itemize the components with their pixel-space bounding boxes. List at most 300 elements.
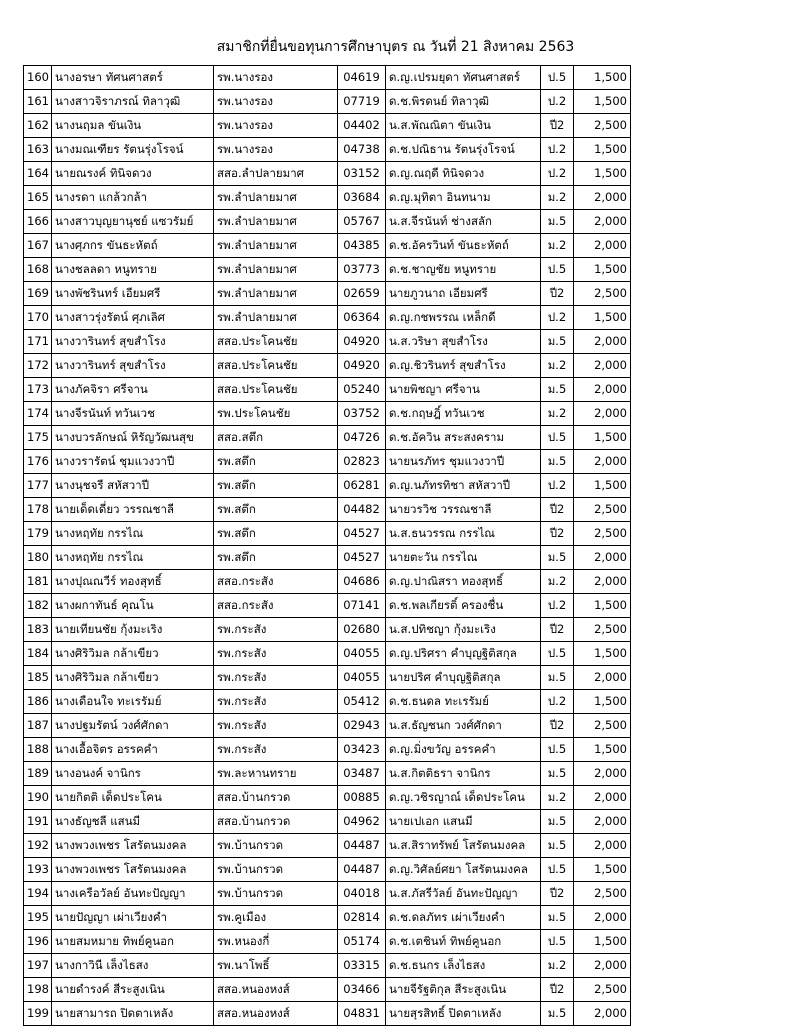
child-name-cell: น.ส.สิราทรัพย์ โสรัตนมงคล: [386, 834, 541, 858]
child-name-cell: นายพิชญา ศรีจาน: [386, 378, 541, 402]
row-number-cell: 177: [24, 474, 52, 498]
table-row: [24, 762, 631, 786]
workplace-cell: รพ.กระสัง: [214, 690, 338, 714]
child-name-cell: ด.ช.พลเกียรติ์ ครองชื่น: [386, 594, 541, 618]
member-name-cell: นางรดา แกล้วกล้า: [52, 186, 214, 210]
member-code-cell: 02659: [338, 282, 386, 306]
row-number-cell: 180: [24, 546, 52, 570]
workplace-cell: รพ.สตึก: [214, 522, 338, 546]
child-name-cell: ด.ญ.กชพรรณ เหล็กดี: [386, 306, 541, 330]
child-name-cell: ด.ช.ชาญชัย หนูทราย: [386, 258, 541, 282]
workplace-cell: สสอ.บ้านกรวด: [214, 810, 338, 834]
row-number-cell: 199: [24, 1002, 52, 1026]
row-number-cell: 190: [24, 786, 52, 810]
table-row: [24, 834, 631, 858]
member-name-cell: นางศิริวิมล กล้าเขียว: [52, 666, 214, 690]
amount-cell: 1,500: [574, 306, 631, 330]
row-number-cell: 169: [24, 282, 52, 306]
member-name-cell: นายดำรงค์ สีระสูงเนิน: [52, 978, 214, 1002]
member-name-cell: นางวรารัตน์ ชุมแวงวาปี: [52, 450, 214, 474]
row-number-cell: 191: [24, 810, 52, 834]
amount-cell: 1,500: [574, 690, 631, 714]
workplace-cell: รพ.สตึก: [214, 474, 338, 498]
table-row: [24, 66, 631, 90]
table-row: [24, 450, 631, 474]
education-level-cell: ม.5: [541, 546, 574, 570]
table-row: [24, 882, 631, 906]
workplace-cell: สสอ.สตึก: [214, 426, 338, 450]
member-name-cell: นางชลลดา หนูทราย: [52, 258, 214, 282]
member-code-cell: 05412: [338, 690, 386, 714]
child-name-cell: ด.ญ.วิศัลย์ศยา โสรัตนมงคล: [386, 858, 541, 882]
member-name-cell: นางพัชรินทร์ เอียมศรี: [52, 282, 214, 306]
child-name-cell: นายเปเอก แสนมี: [386, 810, 541, 834]
table-row: [24, 714, 631, 738]
row-number-cell: 173: [24, 378, 52, 402]
amount-cell: 1,500: [574, 930, 631, 954]
education-level-cell: ม.5: [541, 834, 574, 858]
table-row: [24, 570, 631, 594]
row-number-cell: 164: [24, 162, 52, 186]
row-number-cell: 167: [24, 234, 52, 258]
member-name-cell: นายณรงค์ ทินิจดวง: [52, 162, 214, 186]
member-code-cell: 04619: [338, 66, 386, 90]
education-level-cell: ม.2: [541, 402, 574, 426]
child-name-cell: นายภูวนาถ เอียมศรี: [386, 282, 541, 306]
member-code-cell: 02823: [338, 450, 386, 474]
workplace-cell: สสอ.ลำปลายมาศ: [214, 162, 338, 186]
member-code-cell: 04055: [338, 666, 386, 690]
table-row: [24, 186, 631, 210]
member-code-cell: 02943: [338, 714, 386, 738]
table-row: [24, 234, 631, 258]
child-name-cell: ด.ญ.ณฤดี ทินิจดวง: [386, 162, 541, 186]
member-code-cell: 00885: [338, 786, 386, 810]
workplace-cell: สสอ.ประโคนชัย: [214, 378, 338, 402]
table-row: [24, 162, 631, 186]
member-name-cell: นางพวงเพชร โสรัตนมงคล: [52, 858, 214, 882]
member-name-cell: นางหฤทัย กรรไณ: [52, 522, 214, 546]
table-row: [24, 474, 631, 498]
education-level-cell: ปี2: [541, 282, 574, 306]
education-level-cell: ป.2: [541, 306, 574, 330]
workplace-cell: รพ.สตึก: [214, 498, 338, 522]
member-name-cell: นายปัญญา เผ่าเวียงคำ: [52, 906, 214, 930]
member-name-cell: นางนุชจรี สหัสวาปี: [52, 474, 214, 498]
child-name-cell: ด.ช.ปณิธาน รัตนรุ่งโรจน์: [386, 138, 541, 162]
child-name-cell: น.ส.ภัสรีวัลย์ อันทะปัญญา: [386, 882, 541, 906]
education-level-cell: ปี2: [541, 714, 574, 738]
table-row: [24, 498, 631, 522]
amount-cell: 2,000: [574, 354, 631, 378]
member-name-cell: นางพวงเพชร โสรัตนมงคล: [52, 834, 214, 858]
table-row: [24, 426, 631, 450]
table-row: [24, 210, 631, 234]
member-code-cell: 04527: [338, 522, 386, 546]
workplace-cell: รพ.กระสัง: [214, 738, 338, 762]
workplace-cell: รพ.บ้านกรวด: [214, 858, 338, 882]
education-level-cell: ม.5: [541, 810, 574, 834]
member-code-cell: 07141: [338, 594, 386, 618]
workplace-cell: รพ.กระสัง: [214, 642, 338, 666]
page-title: สมาชิกที่ยื่นขอทุนการศึกษาบุตร ณ วันที่ 21 สิงหาคม 2563: [216, 39, 575, 55]
education-level-cell: ปี2: [541, 114, 574, 138]
child-name-cell: นายจีรัฐติกุล สีระสูงเนิน: [386, 978, 541, 1002]
table-row: [24, 930, 631, 954]
child-name-cell: น.ส.จีรนันท์ ช่างสลัก: [386, 210, 541, 234]
member-name-cell: นายสมหมาย ทิพย์คูนอก: [52, 930, 214, 954]
member-name-cell: นางวารินทร์ สุขสำโรง: [52, 330, 214, 354]
amount-cell: 2,000: [574, 1002, 631, 1026]
row-number-cell: 183: [24, 618, 52, 642]
member-name-cell: นางสาวบุญยานุชย์ แซวรัมย์: [52, 210, 214, 234]
row-number-cell: 161: [24, 90, 52, 114]
workplace-cell: สสอ.หนองหงส์: [214, 1002, 338, 1026]
child-name-cell: ด.ช.กฤษฎิ์ ทวันเวช: [386, 402, 541, 426]
amount-cell: 2,000: [574, 810, 631, 834]
workplace-cell: รพ.กระสัง: [214, 666, 338, 690]
row-number-cell: 186: [24, 690, 52, 714]
amount-cell: 1,500: [574, 66, 631, 90]
member-name-cell: นางศิริวิมล กล้าเขียว: [52, 642, 214, 666]
workplace-cell: รพ.นาโพธิ์: [214, 954, 338, 978]
amount-cell: 2,000: [574, 570, 631, 594]
education-level-cell: ป.5: [541, 738, 574, 762]
member-name-cell: นางเดือนใจ ทะเรรัมย์: [52, 690, 214, 714]
member-code-cell: 07719: [338, 90, 386, 114]
workplace-cell: รพ.ลำปลายมาศ: [214, 234, 338, 258]
member-name-cell: นางศุภกร ขันธะหัตถ์: [52, 234, 214, 258]
table-row: [24, 114, 631, 138]
education-level-cell: ม.5: [541, 378, 574, 402]
amount-cell: 1,500: [574, 426, 631, 450]
table-row: [24, 522, 631, 546]
member-code-cell: 02814: [338, 906, 386, 930]
education-level-cell: ปี2: [541, 522, 574, 546]
workplace-cell: รพ.นางรอง: [214, 66, 338, 90]
row-number-cell: 184: [24, 642, 52, 666]
workplace-cell: สสอ.บ้านกรวด: [214, 786, 338, 810]
workplace-cell: รพ.สตึก: [214, 546, 338, 570]
education-level-cell: ป.5: [541, 426, 574, 450]
row-number-cell: 185: [24, 666, 52, 690]
table-row: [24, 306, 631, 330]
education-level-cell: ปี2: [541, 882, 574, 906]
member-code-cell: 05767: [338, 210, 386, 234]
child-name-cell: นายวรวิช วรรณชาลี: [386, 498, 541, 522]
row-number-cell: 181: [24, 570, 52, 594]
member-code-cell: 04920: [338, 354, 386, 378]
child-name-cell: น.ส.ปทิชญา กุ้งมะเริง: [386, 618, 541, 642]
table-row: [24, 594, 631, 618]
member-name-cell: นางอนงค์ จานิกร: [52, 762, 214, 786]
table-row: [24, 738, 631, 762]
member-name-cell: นางเอื้อจิตร อรรคคำ: [52, 738, 214, 762]
table-row: [24, 1002, 631, 1026]
workplace-cell: รพ.ลำปลายมาศ: [214, 282, 338, 306]
child-name-cell: น.ส.ธนวรรณ กรรไณ: [386, 522, 541, 546]
table-row: [24, 546, 631, 570]
education-level-cell: ป.5: [541, 258, 574, 282]
amount-cell: 2,000: [574, 450, 631, 474]
member-name-cell: นางธัญชลี แสนมี: [52, 810, 214, 834]
education-level-cell: ม.2: [541, 234, 574, 258]
member-name-cell: นางกาวินี เล็งไธสง: [52, 954, 214, 978]
amount-cell: 1,500: [574, 594, 631, 618]
row-number-cell: 194: [24, 882, 52, 906]
amount-cell: 2,000: [574, 546, 631, 570]
table-row: [24, 906, 631, 930]
workplace-cell: รพ.นางรอง: [214, 138, 338, 162]
member-code-cell: 02680: [338, 618, 386, 642]
row-number-cell: 172: [24, 354, 52, 378]
row-number-cell: 176: [24, 450, 52, 474]
row-number-cell: 170: [24, 306, 52, 330]
amount-cell: 1,500: [574, 90, 631, 114]
table-row: [24, 282, 631, 306]
child-name-cell: นายปริศ คำบุญฐิติสกุล: [386, 666, 541, 690]
member-name-cell: นางวารินทร์ สุขสำโรง: [52, 354, 214, 378]
member-code-cell: 03773: [338, 258, 386, 282]
row-number-cell: 166: [24, 210, 52, 234]
member-name-cell: นางอรษา ทัศนศาสตร์: [52, 66, 214, 90]
child-name-cell: น.ส.ธัญชนก วงศ์ศักดา: [386, 714, 541, 738]
education-level-cell: ม.5: [541, 1002, 574, 1026]
amount-cell: 2,500: [574, 114, 631, 138]
child-name-cell: ด.ช.ดลภัทร เผ่าเวียงคำ: [386, 906, 541, 930]
workplace-cell: รพ.ลำปลายมาศ: [214, 306, 338, 330]
amount-cell: 2,000: [574, 762, 631, 786]
member-code-cell: 03752: [338, 402, 386, 426]
amount-cell: 2,500: [574, 282, 631, 306]
workplace-cell: รพ.หนองกี่: [214, 930, 338, 954]
child-name-cell: ด.ญ.ชิวรินทร์ สุขสำโรง: [386, 354, 541, 378]
row-number-cell: 193: [24, 858, 52, 882]
child-name-cell: ด.ญ.เปรมยุดา ทัศนศาสตร์: [386, 66, 541, 90]
table-row: [24, 330, 631, 354]
amount-cell: 2,000: [574, 666, 631, 690]
child-name-cell: ด.ญ.มิ่งขวัญ อรรคคำ: [386, 738, 541, 762]
row-number-cell: 168: [24, 258, 52, 282]
workplace-cell: รพ.บ้านกรวด: [214, 834, 338, 858]
member-code-cell: 04487: [338, 858, 386, 882]
member-name-cell: นางปุณณวีร์ ทองสุทธิ์: [52, 570, 214, 594]
amount-cell: 2,500: [574, 522, 631, 546]
member-name-cell: นางมณเฑียร รัตนรุ่งโรจน์: [52, 138, 214, 162]
education-level-cell: ม.2: [541, 570, 574, 594]
table-row: [24, 786, 631, 810]
row-number-cell: 196: [24, 930, 52, 954]
table-row: [24, 402, 631, 426]
member-code-cell: 03315: [338, 954, 386, 978]
child-name-cell: ด.ญ.วชิรญาณ์ เด็ดประโคน: [386, 786, 541, 810]
workplace-cell: รพ.นางรอง: [214, 114, 338, 138]
row-number-cell: 178: [24, 498, 52, 522]
workplace-cell: สสอ.ประโคนชัย: [214, 354, 338, 378]
member-name-cell: นางบวรลักษณ์ หิรัญวัฒนสุข: [52, 426, 214, 450]
child-name-cell: ด.ช.ธนดล ทะเรรัมย์: [386, 690, 541, 714]
table-row: [24, 810, 631, 834]
workplace-cell: รพ.ประโคนชัย: [214, 402, 338, 426]
table-row: [24, 138, 631, 162]
row-number-cell: 195: [24, 906, 52, 930]
child-name-cell: ด.ช.อัควิน สระสงคราม: [386, 426, 541, 450]
row-number-cell: 189: [24, 762, 52, 786]
education-level-cell: ม.5: [541, 330, 574, 354]
member-name-cell: นางเครือวัลย์ อันทะปัญญา: [52, 882, 214, 906]
member-name-cell: นางผกาทันธ์ คุณโน: [52, 594, 214, 618]
amount-cell: 2,500: [574, 498, 631, 522]
amount-cell: 2,500: [574, 618, 631, 642]
workplace-cell: รพ.บ้านกรวด: [214, 882, 338, 906]
amount-cell: 2,000: [574, 234, 631, 258]
education-level-cell: ป.2: [541, 474, 574, 498]
child-name-cell: น.ส.กิตติธรา จานิกร: [386, 762, 541, 786]
member-code-cell: 04018: [338, 882, 386, 906]
child-name-cell: ด.ญ.มุทิตา อินทนาม: [386, 186, 541, 210]
child-name-cell: ด.ญ.นภัทรทิชา สหัสวาปี: [386, 474, 541, 498]
child-name-cell: น.ส.วริษา สุขสำโรง: [386, 330, 541, 354]
education-level-cell: ม.2: [541, 954, 574, 978]
table-row: [24, 258, 631, 282]
row-number-cell: 182: [24, 594, 52, 618]
row-number-cell: 198: [24, 978, 52, 1002]
table-row: [24, 858, 631, 882]
amount-cell: 2,000: [574, 330, 631, 354]
education-level-cell: ม.5: [541, 450, 574, 474]
education-level-cell: ป.5: [541, 642, 574, 666]
member-code-cell: 04402: [338, 114, 386, 138]
workplace-cell: รพ.กระสัง: [214, 618, 338, 642]
education-level-cell: ม.5: [541, 210, 574, 234]
amount-cell: 2,000: [574, 954, 631, 978]
child-name-cell: ด.ญ.ปาณิสรา ทองสุทธิ์: [386, 570, 541, 594]
education-level-cell: ม.5: [541, 762, 574, 786]
table-row: [24, 642, 631, 666]
amount-cell: 2,000: [574, 834, 631, 858]
amount-cell: 1,500: [574, 138, 631, 162]
child-name-cell: นายสุรสิทธิ์ ปิดตาเหลัง: [386, 1002, 541, 1026]
education-level-cell: ป.2: [541, 594, 574, 618]
table-row: [24, 354, 631, 378]
workplace-cell: รพ.นางรอง: [214, 90, 338, 114]
amount-cell: 2,500: [574, 978, 631, 1002]
education-level-cell: ป.2: [541, 690, 574, 714]
workplace-cell: สสอ.ประโคนชัย: [214, 330, 338, 354]
member-name-cell: นางสาวรุ่งรัตน์ ศุภเลิศ: [52, 306, 214, 330]
member-name-cell: นายเทียนชัย กุ้งมะเริง: [52, 618, 214, 642]
member-code-cell: 04962: [338, 810, 386, 834]
education-level-cell: ม.2: [541, 786, 574, 810]
member-code-cell: 04482: [338, 498, 386, 522]
table-row: [24, 954, 631, 978]
workplace-cell: รพ.ลำปลายมาศ: [214, 258, 338, 282]
member-code-cell: 04055: [338, 642, 386, 666]
member-code-cell: 04385: [338, 234, 386, 258]
member-name-cell: นางหฤทัย กรรไณ: [52, 546, 214, 570]
table-body: [24, 66, 631, 1026]
workplace-cell: สสอ.กระสัง: [214, 594, 338, 618]
table-row: [24, 378, 631, 402]
members-table: [23, 65, 631, 1026]
amount-cell: 1,500: [574, 858, 631, 882]
workplace-cell: รพ.คูเมือง: [214, 906, 338, 930]
member-code-cell: 03152: [338, 162, 386, 186]
member-code-cell: 04686: [338, 570, 386, 594]
child-name-cell: น.ส.พัณณิตา ขันเงิน: [386, 114, 541, 138]
member-name-cell: นายสามารถ ปิดตาเหลัง: [52, 1002, 214, 1026]
amount-cell: 1,500: [574, 162, 631, 186]
row-number-cell: 171: [24, 330, 52, 354]
member-code-cell: 04831: [338, 1002, 386, 1026]
member-code-cell: 03466: [338, 978, 386, 1002]
row-number-cell: 174: [24, 402, 52, 426]
child-name-cell: ด.ช.เตชินท์ ทิพย์คูนอก: [386, 930, 541, 954]
member-code-cell: 04527: [338, 546, 386, 570]
education-level-cell: ป.2: [541, 138, 574, 162]
child-name-cell: ด.ญ.ปริศรา คำบุญฐิติสกุล: [386, 642, 541, 666]
row-number-cell: 187: [24, 714, 52, 738]
education-level-cell: ป.2: [541, 162, 574, 186]
row-number-cell: 197: [24, 954, 52, 978]
amount-cell: 1,500: [574, 642, 631, 666]
workplace-cell: รพ.ลำปลายมาศ: [214, 210, 338, 234]
education-level-cell: ม.5: [541, 906, 574, 930]
education-level-cell: ม.2: [541, 186, 574, 210]
row-number-cell: 179: [24, 522, 52, 546]
amount-cell: 2,000: [574, 402, 631, 426]
member-code-cell: 04920: [338, 330, 386, 354]
amount-cell: 2,000: [574, 186, 631, 210]
child-name-cell: ด.ช.อัครวินท์ ขันธะหัตถ์: [386, 234, 541, 258]
amount-cell: 2,000: [574, 378, 631, 402]
child-name-cell: ด.ช.ธนกร เล็งไธสง: [386, 954, 541, 978]
member-code-cell: 06281: [338, 474, 386, 498]
table-row: [24, 978, 631, 1002]
table-row: [24, 690, 631, 714]
education-level-cell: ป.2: [541, 90, 574, 114]
member-code-cell: 03423: [338, 738, 386, 762]
member-code-cell: 03684: [338, 186, 386, 210]
child-name-cell: ด.ช.พิรดนย์ ทิลาวุฒิ: [386, 90, 541, 114]
member-name-cell: นางนฤมล ขันเงิน: [52, 114, 214, 138]
amount-cell: 1,500: [574, 474, 631, 498]
amount-cell: 1,500: [574, 738, 631, 762]
amount-cell: 1,500: [574, 258, 631, 282]
member-code-cell: 03487: [338, 762, 386, 786]
member-code-cell: 06364: [338, 306, 386, 330]
row-number-cell: 175: [24, 426, 52, 450]
member-code-cell: 04487: [338, 834, 386, 858]
member-code-cell: 04726: [338, 426, 386, 450]
member-name-cell: นางปฐมรัตน์ วงศ์ศักดา: [52, 714, 214, 738]
education-level-cell: ป.5: [541, 930, 574, 954]
row-number-cell: 162: [24, 114, 52, 138]
education-level-cell: ม.5: [541, 666, 574, 690]
amount-cell: 2,500: [574, 882, 631, 906]
table-row: [24, 618, 631, 642]
education-level-cell: ปี2: [541, 498, 574, 522]
member-code-cell: 05174: [338, 930, 386, 954]
amount-cell: 2,000: [574, 906, 631, 930]
education-level-cell: ปี2: [541, 618, 574, 642]
row-number-cell: 188: [24, 738, 52, 762]
member-name-cell: นายกิตติ เด็ดประโคน: [52, 786, 214, 810]
workplace-cell: รพ.ลำปลายมาศ: [214, 186, 338, 210]
education-level-cell: ปี2: [541, 978, 574, 1002]
row-number-cell: 192: [24, 834, 52, 858]
child-name-cell: นายตะวัน กรรไณ: [386, 546, 541, 570]
